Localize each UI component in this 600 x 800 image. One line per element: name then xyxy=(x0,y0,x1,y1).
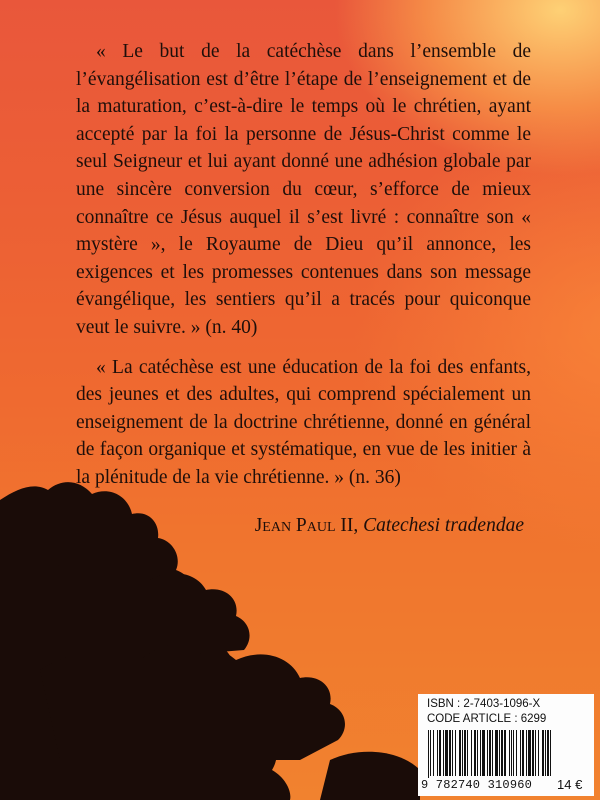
quote-block xyxy=(76,38,531,492)
attribution-author: Jean Paul II, xyxy=(254,515,359,536)
barcode-label xyxy=(418,694,594,796)
attribution-work: Catechesi tradendae xyxy=(363,515,524,536)
code-article-text: CODE ARTICLE : 6299 xyxy=(427,713,547,725)
isbn-text: ISBN : 2-7403-1096-X xyxy=(427,698,541,710)
attribution xyxy=(255,515,524,537)
quote-paragraph-1: « Le but de la catéchèse dans l’ensemble de l’évangélisation est d’être l’étape de l’enseignement et de la maturation, c’est-à-dire le temps où le chrétien, ayant accepté par la foi la personne de Jésus-Christ comme le seul Seigneur et lui ayant donné une adhésion globale par une sincère conversion du cœur, s’efforce de mieux connaître ce Jésus auquel il s’est livré : connaître son « mystère », le Royaume de Dieu qu’il annonce, les exigences et les promesses contenues dans son message évangélique, les sentiers qu’il a tracés pour quiconque veut le suivre. » (n. 40) xyxy=(76,41,531,338)
price-text: 14 € xyxy=(557,777,583,792)
barcode-bars xyxy=(428,730,552,778)
barcode-digits: 9 782740 310960 xyxy=(421,778,533,792)
quote-paragraph-2: « La catéchèse est une éducation de la foi des enfants, des jeunes et des adultes, qui comprend spécialement un enseignement de la doctrine chrétienne, donné en général de façon organique et systématique, en vue de les initier à la plénitude de la vie chrétienne. » (n. 36) xyxy=(76,356,531,488)
